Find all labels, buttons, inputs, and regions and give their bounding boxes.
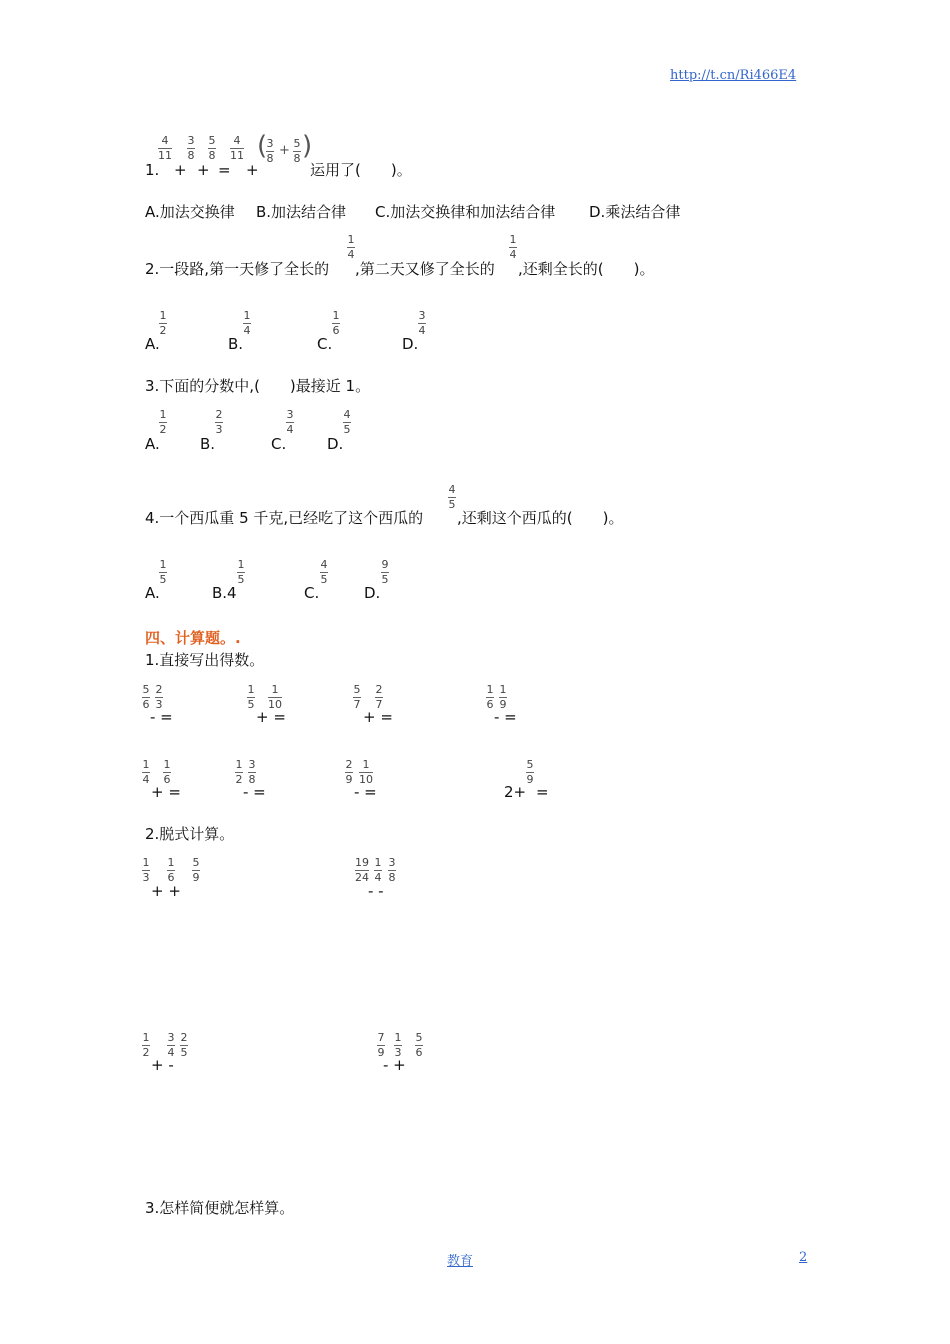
step-3-frac-2 bbox=[167, 1032, 175, 1059]
numerator: 1 bbox=[271, 683, 279, 696]
denominator: 9 bbox=[526, 773, 534, 786]
denominator: 4 bbox=[286, 423, 294, 436]
denominator: 2 bbox=[159, 324, 167, 337]
q1-paren-frac-1 bbox=[266, 138, 274, 165]
denominator: 9 bbox=[377, 1046, 385, 1059]
denominator: 7 bbox=[353, 698, 361, 711]
numerator: 5 bbox=[208, 134, 216, 147]
q1-option-d: D.乘法结合律 bbox=[589, 203, 681, 221]
direct-5-tail: + = bbox=[151, 783, 181, 801]
denominator: 11 bbox=[230, 149, 244, 162]
denominator: 2 bbox=[159, 423, 167, 436]
q1-option-c: C.加法交换律和加法结合律 bbox=[375, 203, 556, 221]
denominator: 4 bbox=[418, 324, 426, 337]
numerator: 4 bbox=[233, 134, 241, 147]
denominator: 5 bbox=[180, 1046, 188, 1059]
numerator: 1 bbox=[362, 758, 370, 771]
step-4-frac-3 bbox=[415, 1032, 423, 1059]
direct-2-tail: + = bbox=[256, 708, 286, 726]
numerator: 5 bbox=[353, 683, 361, 696]
page-number[interactable]: 2 bbox=[799, 1250, 808, 1265]
numerator: 4 bbox=[343, 408, 351, 421]
denominator: 4 bbox=[374, 871, 382, 884]
numerator: 1 bbox=[142, 856, 150, 869]
direct-6-frac-2 bbox=[248, 759, 256, 786]
direct-3-frac-2 bbox=[375, 684, 383, 711]
denominator: 8 bbox=[266, 152, 274, 165]
denominator: 4 bbox=[167, 1046, 175, 1059]
q4-option-d-frac bbox=[381, 559, 389, 586]
q4-option-b-frac bbox=[237, 559, 245, 586]
q1-paren-plus: + bbox=[279, 143, 290, 158]
denominator: 6 bbox=[142, 698, 150, 711]
numerator: 1 bbox=[332, 309, 340, 322]
denominator: 6 bbox=[163, 773, 171, 786]
denominator: 3 bbox=[394, 1046, 402, 1059]
denominator: 11 bbox=[158, 149, 172, 162]
q2-option-c-frac bbox=[332, 310, 340, 337]
q3-option-b-frac bbox=[215, 409, 223, 436]
numerator: 4 bbox=[161, 134, 169, 147]
denominator: 24 bbox=[355, 871, 369, 884]
direct-2-frac-1 bbox=[247, 684, 255, 711]
numerator: 9 bbox=[381, 558, 389, 571]
direct-2-frac-2 bbox=[268, 684, 282, 711]
q2-part3: ,还剩全长的( )。 bbox=[518, 260, 655, 278]
q1-left-paren: ( bbox=[257, 131, 268, 161]
denominator: 4 bbox=[347, 248, 355, 261]
numerator: 2 bbox=[345, 758, 353, 771]
q4-option-a-frac bbox=[159, 559, 167, 586]
numerator: 4 bbox=[448, 483, 456, 496]
numerator: 1 bbox=[243, 309, 251, 322]
step-1-frac-1 bbox=[142, 857, 150, 884]
q1-frac-1 bbox=[158, 135, 172, 162]
q1-frac-3 bbox=[208, 135, 216, 162]
direct-4-tail: - = bbox=[494, 708, 517, 726]
denominator: 4 bbox=[509, 248, 517, 261]
q2-part1: 2.一段路,第一天修了全长的 bbox=[145, 260, 330, 278]
denominator: 8 bbox=[248, 773, 256, 786]
denominator: 5 bbox=[320, 573, 328, 586]
subsection-1-title: 1.直接写出得数。 bbox=[145, 651, 265, 669]
denominator: 3 bbox=[215, 423, 223, 436]
section-title: 四、计算题。. bbox=[145, 629, 241, 647]
numerator: 3 bbox=[187, 134, 195, 147]
direct-1-frac-1 bbox=[142, 684, 150, 711]
step-2-frac-2 bbox=[374, 857, 382, 884]
q2-part2: ,第二天又修了全长的 bbox=[355, 260, 495, 278]
subsection-2-title: 2.脱式计算。 bbox=[145, 825, 235, 843]
numerator: 1 bbox=[163, 758, 171, 771]
numerator: 1 bbox=[486, 683, 494, 696]
denominator: 9 bbox=[345, 773, 353, 786]
numerator: 1 bbox=[159, 309, 167, 322]
denominator: 7 bbox=[375, 698, 383, 711]
direct-5-frac-1 bbox=[142, 759, 150, 786]
step-1-ops: + + bbox=[151, 882, 181, 900]
denominator: 5 bbox=[159, 573, 167, 586]
q1-op-3: = bbox=[218, 161, 231, 179]
q3-option-d-label: D. bbox=[327, 435, 344, 453]
denominator: 8 bbox=[208, 149, 216, 162]
denominator: 3 bbox=[155, 698, 163, 711]
q1-frac-2 bbox=[187, 135, 195, 162]
denominator: 5 bbox=[381, 573, 389, 586]
numerator: 2 bbox=[155, 683, 163, 696]
numerator: 1 bbox=[499, 683, 507, 696]
direct-8-frac-1 bbox=[526, 759, 534, 786]
q2-option-c-label: C. bbox=[317, 335, 333, 353]
q3-option-a-label: A. bbox=[145, 435, 160, 453]
q2-option-d-label: D. bbox=[402, 335, 419, 353]
q1-option-b: B.加法结合律 bbox=[256, 203, 347, 221]
q2-option-a-frac bbox=[159, 310, 167, 337]
numerator: 3 bbox=[248, 758, 256, 771]
numerator: 1 bbox=[237, 558, 245, 571]
step-3-frac-3 bbox=[180, 1032, 188, 1059]
step-4-ops: - + bbox=[383, 1056, 406, 1074]
numerator: 5 bbox=[526, 758, 534, 771]
q1-op-4: + bbox=[246, 161, 259, 179]
header-link[interactable]: http://t.cn/Ri466E4 bbox=[670, 68, 797, 83]
numerator: 1 bbox=[235, 758, 243, 771]
denominator: 6 bbox=[415, 1046, 423, 1059]
q4-option-a-label: A. bbox=[145, 584, 160, 602]
numerator: 2 bbox=[375, 683, 383, 696]
q4-option-c-label: C. bbox=[304, 584, 320, 602]
numerator: 7 bbox=[377, 1031, 385, 1044]
q2-option-b-label: B. bbox=[228, 335, 244, 353]
denominator: 4 bbox=[243, 324, 251, 337]
q3-text: 3.下面的分数中,( )最接近 1。 bbox=[145, 377, 371, 395]
numerator: 19 bbox=[355, 856, 369, 869]
denominator: 5 bbox=[247, 698, 255, 711]
numerator: 5 bbox=[293, 137, 301, 150]
direct-5-frac-2 bbox=[163, 759, 171, 786]
direct-8-lead: 2+ bbox=[504, 783, 527, 801]
step-2-ops: - - bbox=[368, 882, 384, 900]
q3-option-b-label: B. bbox=[200, 435, 216, 453]
direct-8-tail: = bbox=[536, 783, 549, 801]
q1-suffix: 运用了( )。 bbox=[310, 161, 412, 179]
denominator: 10 bbox=[359, 773, 373, 786]
denominator: 9 bbox=[499, 698, 507, 711]
q3-option-c-frac bbox=[286, 409, 294, 436]
step-4-frac-2 bbox=[394, 1032, 402, 1059]
direct-6-frac-1 bbox=[235, 759, 243, 786]
numerator: 1 bbox=[159, 558, 167, 571]
numerator: 3 bbox=[167, 1031, 175, 1044]
q2-frac-2 bbox=[509, 234, 517, 261]
denominator: 5 bbox=[237, 573, 245, 586]
numerator: 1 bbox=[347, 233, 355, 246]
denominator: 6 bbox=[486, 698, 494, 711]
q2-option-b-frac bbox=[243, 310, 251, 337]
denominator: 8 bbox=[388, 871, 396, 884]
q1-option-a: A.加法交换律 bbox=[145, 203, 235, 221]
direct-3-tail: + = bbox=[363, 708, 393, 726]
step-2-frac-3 bbox=[388, 857, 396, 884]
q4-option-b-label: B.4 bbox=[212, 584, 237, 602]
denominator: 6 bbox=[332, 324, 340, 337]
step-2-frac-1 bbox=[355, 857, 369, 884]
numerator: 1 bbox=[142, 1031, 150, 1044]
step-3-ops: + - bbox=[151, 1056, 174, 1074]
numerator: 1 bbox=[159, 408, 167, 421]
numerator: 3 bbox=[286, 408, 294, 421]
q1-paren-frac-2 bbox=[293, 138, 301, 165]
q3-option-d-frac bbox=[343, 409, 351, 436]
numerator: 4 bbox=[320, 558, 328, 571]
numerator: 1 bbox=[509, 233, 517, 246]
q1-op-1: + bbox=[174, 161, 187, 179]
step-3-frac-1 bbox=[142, 1032, 150, 1059]
denominator: 8 bbox=[293, 152, 301, 165]
direct-6-tail: - = bbox=[243, 783, 266, 801]
direct-7-tail: - = bbox=[354, 783, 377, 801]
numerator: 2 bbox=[215, 408, 223, 421]
step-1-frac-3 bbox=[192, 857, 200, 884]
step-4-frac-1 bbox=[377, 1032, 385, 1059]
denominator: 10 bbox=[268, 698, 282, 711]
numerator: 1 bbox=[247, 683, 255, 696]
denominator: 6 bbox=[167, 871, 175, 884]
numerator: 1 bbox=[167, 856, 175, 869]
denominator: 2 bbox=[235, 773, 243, 786]
numerator: 3 bbox=[388, 856, 396, 869]
q1-right-paren: ) bbox=[302, 131, 313, 161]
numerator: 3 bbox=[418, 309, 426, 322]
numerator: 5 bbox=[142, 683, 150, 696]
direct-3-frac-1 bbox=[353, 684, 361, 711]
step-1-frac-2 bbox=[167, 857, 175, 884]
numerator: 1 bbox=[142, 758, 150, 771]
q4-frac bbox=[448, 484, 456, 511]
q4-option-d-label: D. bbox=[364, 584, 381, 602]
q2-option-d-frac bbox=[418, 310, 426, 337]
q1-op-2: + bbox=[197, 161, 210, 179]
direct-1-frac-2 bbox=[155, 684, 163, 711]
denominator: 2 bbox=[142, 1046, 150, 1059]
direct-7-frac-1 bbox=[345, 759, 353, 786]
numerator: 1 bbox=[374, 856, 382, 869]
denominator: 5 bbox=[448, 498, 456, 511]
denominator: 5 bbox=[343, 423, 351, 436]
q1-frac-4 bbox=[230, 135, 244, 162]
q2-frac-1 bbox=[347, 234, 355, 261]
numerator: 5 bbox=[415, 1031, 423, 1044]
q3-option-c-label: C. bbox=[271, 435, 287, 453]
denominator: 8 bbox=[187, 149, 195, 162]
denominator: 4 bbox=[142, 773, 150, 786]
direct-7-frac-2 bbox=[359, 759, 373, 786]
subsection-3-title: 3.怎样简便就怎样算。 bbox=[145, 1199, 295, 1217]
footer-link[interactable]: 教育 bbox=[447, 1254, 474, 1269]
denominator: 9 bbox=[192, 871, 200, 884]
q4-part2: ,还剩这个西瓜的( )。 bbox=[457, 509, 624, 527]
q4-option-c-frac bbox=[320, 559, 328, 586]
q4-part1: 4.一个西瓜重 5 千克,已经吃了这个西瓜的 bbox=[145, 509, 424, 527]
numerator: 1 bbox=[394, 1031, 402, 1044]
direct-1-tail: - = bbox=[150, 708, 173, 726]
q1-number: 1. bbox=[145, 161, 160, 179]
q3-option-a-frac bbox=[159, 409, 167, 436]
numerator: 5 bbox=[192, 856, 200, 869]
direct-4-frac-2 bbox=[499, 684, 507, 711]
q2-option-a-label: A. bbox=[145, 335, 160, 353]
numerator: 2 bbox=[180, 1031, 188, 1044]
denominator: 3 bbox=[142, 871, 150, 884]
direct-4-frac-1 bbox=[486, 684, 494, 711]
numerator: 3 bbox=[266, 137, 274, 150]
